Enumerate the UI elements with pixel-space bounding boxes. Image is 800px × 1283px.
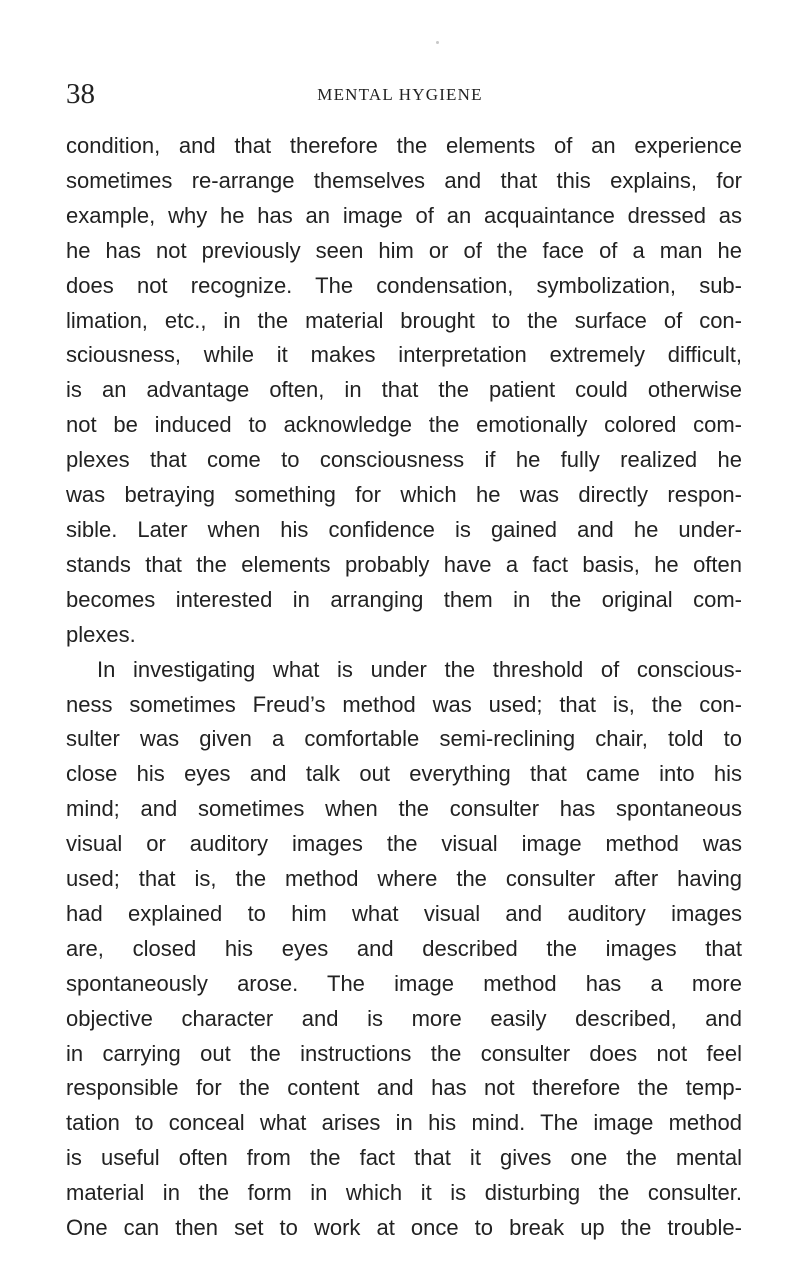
text-line: plexes. [66, 621, 136, 647]
text-line: objective character and is more easily described, and [66, 1005, 742, 1031]
text-line: had explained to him what visual and auditory images [66, 900, 742, 926]
text-line: sometimes re-arrange themselves and that this explains, for [66, 167, 742, 193]
text-line: not be induced to acknowledge the emotionally colored com- [66, 412, 742, 438]
body-text [66, 129, 742, 1246]
text-line: are, closed his eyes and described the images that [66, 935, 742, 961]
text-line: material in the form in which it is disturbing the consulter. [66, 1180, 742, 1206]
text-line: was betraying something for which he was directly respon- [66, 482, 742, 508]
text-line: is an advantage often, in that the patient could otherwise [66, 377, 742, 403]
text-line: mind; and sometimes when the consulter has spontaneous [66, 796, 742, 822]
text-line: used; that is, the method where the consulter after having [66, 866, 742, 892]
text-line: plexes that come to consciousness if he fully realized he [66, 447, 742, 473]
text-line: sible. Later when his confidence is gained and he under- [66, 516, 742, 542]
text-line: In investigating what is under the threshold of conscious- [97, 656, 742, 682]
text-line: spontaneously arose. The image method has a more [66, 970, 742, 996]
text-line: close his eyes and talk out everything that came into his [66, 761, 742, 787]
text-line: he has not previously seen him or of the face of a man he [66, 237, 742, 263]
text-line: stands that the elements probably have a fact basis, he often [66, 551, 742, 577]
text-line: sciousness, while it makes interpretation extremely difficult, [66, 342, 742, 368]
text-line: sulter was given a comfortable semi-reclining chair, told to [66, 726, 742, 752]
text-line: condition, and that therefore the elements of an experience [66, 133, 742, 158]
text-line: example, why he has an image of an acquaintance dressed as [66, 202, 742, 228]
text-line: becomes interested in arranging them in the original com- [66, 586, 742, 612]
page-number: 38 [66, 78, 95, 110]
text-line: limation, etc., in the material brought to the surface of con- [66, 307, 742, 333]
text-line: ness sometimes Freud’s method was used; that is, the con- [66, 691, 742, 717]
text-line: visual or auditory images the visual image method was [66, 831, 742, 857]
text-line: responsible for the content and has not therefore the temp- [66, 1075, 742, 1101]
text-line: in carrying out the instructions the consulter does not feel [66, 1040, 742, 1066]
running-head: MENTAL HYGIENE [317, 85, 483, 104]
text-line: is useful often from the fact that it gives one the mental [66, 1145, 742, 1171]
text-line: does not recognize. The condensation, symbolization, sub- [66, 272, 742, 298]
text-line: tation to conceal what arises in his mind. The image method [66, 1110, 742, 1136]
text-line: One can then set to work at once to break up the trouble- [66, 1215, 742, 1241]
paper-speck [436, 41, 439, 44]
